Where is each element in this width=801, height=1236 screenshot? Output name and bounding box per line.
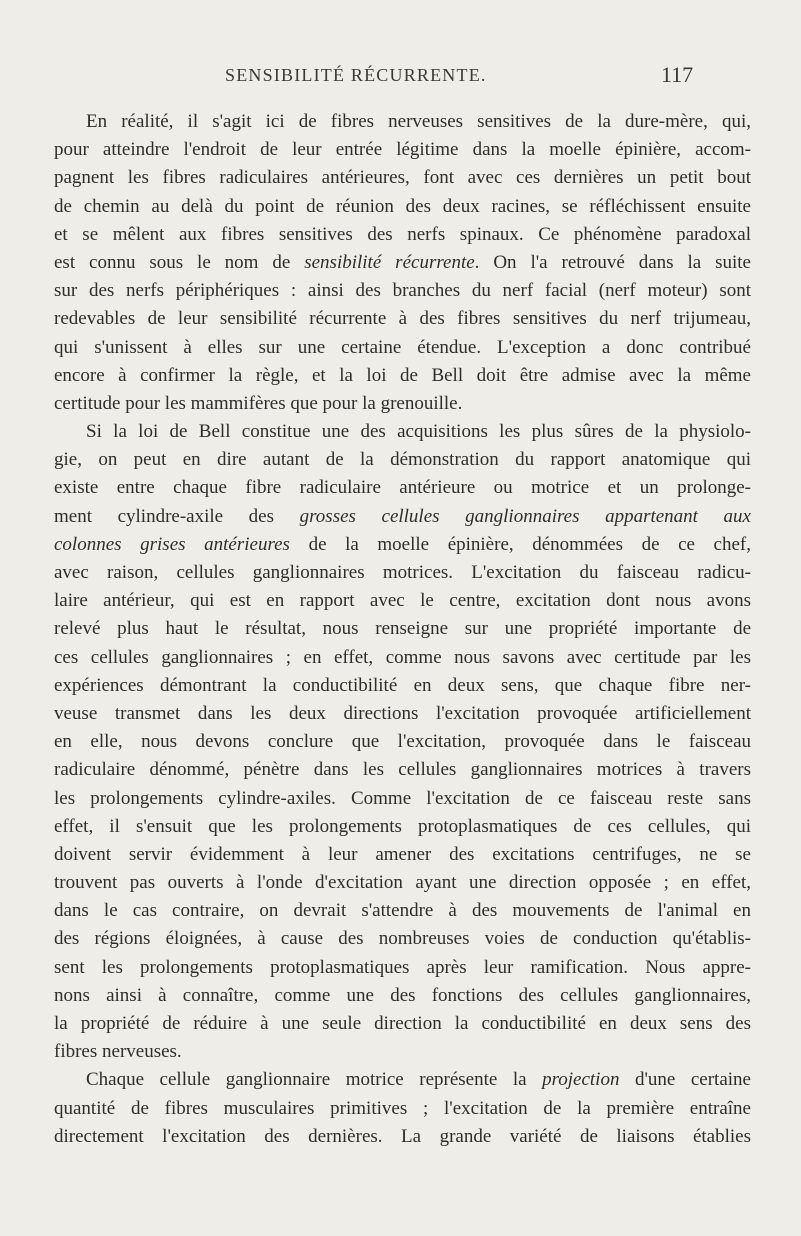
text-line: En réalité, il s'agit ici de fibres nerveuses sensitives de la dure-mère, qui, [86, 111, 751, 132]
italic-term: sensibilité récurrente [304, 251, 475, 273]
page-number: 117 [661, 62, 694, 87]
text-line: nons ainsi à connaître, comme une des fonctions des cellules ganglionnaires, [54, 984, 751, 1006]
text-line: trouvent pas ouverts à l'onde d'excitation ayant une direction opposée ; en effet, [54, 872, 751, 894]
text-line: de chemin au delà du point de réunion des deux racines, se réfléchissent ensuite [54, 195, 751, 217]
text-run: Chaque cellule ganglionnaire motrice représente la [86, 1069, 543, 1091]
text-line: expériences démontrant la conductibilité en deux sens, que chaque fibre ner- [54, 674, 751, 696]
text-line: avec raison, cellules ganglionnaires motrices. L'excitation du faisceau radicu- [54, 562, 751, 583]
text-line: directement l'excitation des dernières. La grande variété de liaisons établies [54, 1125, 751, 1147]
text-line: radiculaire dénommé, pénètre dans les cellules ganglionnaires motrices à travers [54, 759, 751, 781]
text-line: en elle, nous devons conclure que l'excitation, provoquée dans le faisceau [54, 731, 751, 753]
italic-term: colonnes grises antérieures [54, 533, 290, 555]
paragraph [54, 108, 751, 418]
text-line: veuse transmet dans les deux directions l'excitation provoquée artificiellement [54, 702, 751, 724]
text-line [54, 503, 751, 531]
text-line: la propriété de réduire à une seule direction la conductibilité en deux sens des [54, 1013, 751, 1034]
text-line [54, 1066, 751, 1094]
text-line: pagnent les fibres radiculaires antérieures, font avec ces dernières un petit bout [54, 167, 751, 189]
text-line [54, 249, 751, 277]
text-line: effet, il s'ensuit que les prolongements protoplasmatiques de ces cellules, qui [54, 815, 751, 837]
text-line: des régions éloignées, à cause des nombreuses voies de conduction qu'établis- [54, 928, 751, 950]
text-line: encore à confirmer la règle, et la loi de Bell doit être admise avec la même [54, 364, 751, 386]
running-title: SENSIBILITÉ RÉCURRENTE. [225, 65, 487, 85]
text-line: Si la loi de Bell constitue une des acquisitions les plus sûres de la physiolo- [86, 421, 751, 443]
italic-term: grosses cellules ganglionnaires appartenant aux [299, 505, 751, 527]
text-line: existe entre chaque fibre radiculaire antérieure ou motrice et un prolonge- [54, 477, 751, 499]
text-line: doivent servir évidemment à leur amener des excitations centrifuges, ne se [54, 843, 751, 865]
text-line: les prolongements cylindre-axiles. Comme l'excitation de ce faisceau reste sans [54, 787, 751, 809]
text-line: qui s'unissent à elles sur une certaine étendue. L'exception a donc contribué [54, 336, 751, 358]
text-line: quantité de fibres musculaires primitives ; l'excitation de la première entraîne [54, 1097, 751, 1119]
text-run: est connu sous le nom de [54, 251, 305, 273]
text-line: ces cellules ganglionnaires ; en effet, comme nous savons avec certitude par les [54, 646, 751, 668]
text-run: d'une certaine [619, 1069, 751, 1091]
paragraph [54, 1066, 751, 1151]
text-line: laire antérieur, qui est en rapport avec le centre, excitation dont nous avons [54, 590, 751, 612]
paragraph [54, 418, 751, 1066]
text-line: certitude pour les mammifères que pour la grenouille. [54, 392, 463, 414]
running-head [0, 62, 801, 92]
text-run: ment cylindre-axile des [54, 505, 300, 527]
text-run: de la moelle épinière, dénommées de ce chef, [289, 533, 751, 555]
text-line: fibres nerveuses. [54, 1041, 182, 1063]
italic-term: projection [542, 1069, 620, 1091]
text-line [54, 531, 751, 559]
text-line: pour atteindre l'endroit de leur entrée légitime dans la moelle épinière, accom- [54, 139, 751, 161]
text-line: sent les prolongements protoplasmatiques après leur ramification. Nous appre- [54, 956, 751, 978]
body-text [54, 108, 751, 1151]
text-line: et se mêlent aux fibres sensitives des nerfs spinaux. Ce phénomène paradoxal [54, 223, 751, 245]
text-line: relevé plus haut le résultat, nous renseigne sur une propriété importante de [54, 618, 751, 640]
text-run: . On l'a retrouvé dans la suite [474, 251, 751, 273]
text-line: dans le cas contraire, on devrait s'attendre à des mouvements de l'animal en [54, 900, 751, 922]
text-line: sur des nerfs périphériques : ainsi des branches du nerf facial (nerf moteur) sont [54, 280, 751, 302]
text-line: gie, on peut en dire autant de la démonstration du rapport anatomique qui [54, 449, 751, 471]
text-line: redevables de leur sensibilité récurrente à des fibres sensitives du nerf trijumeau, [54, 308, 751, 330]
